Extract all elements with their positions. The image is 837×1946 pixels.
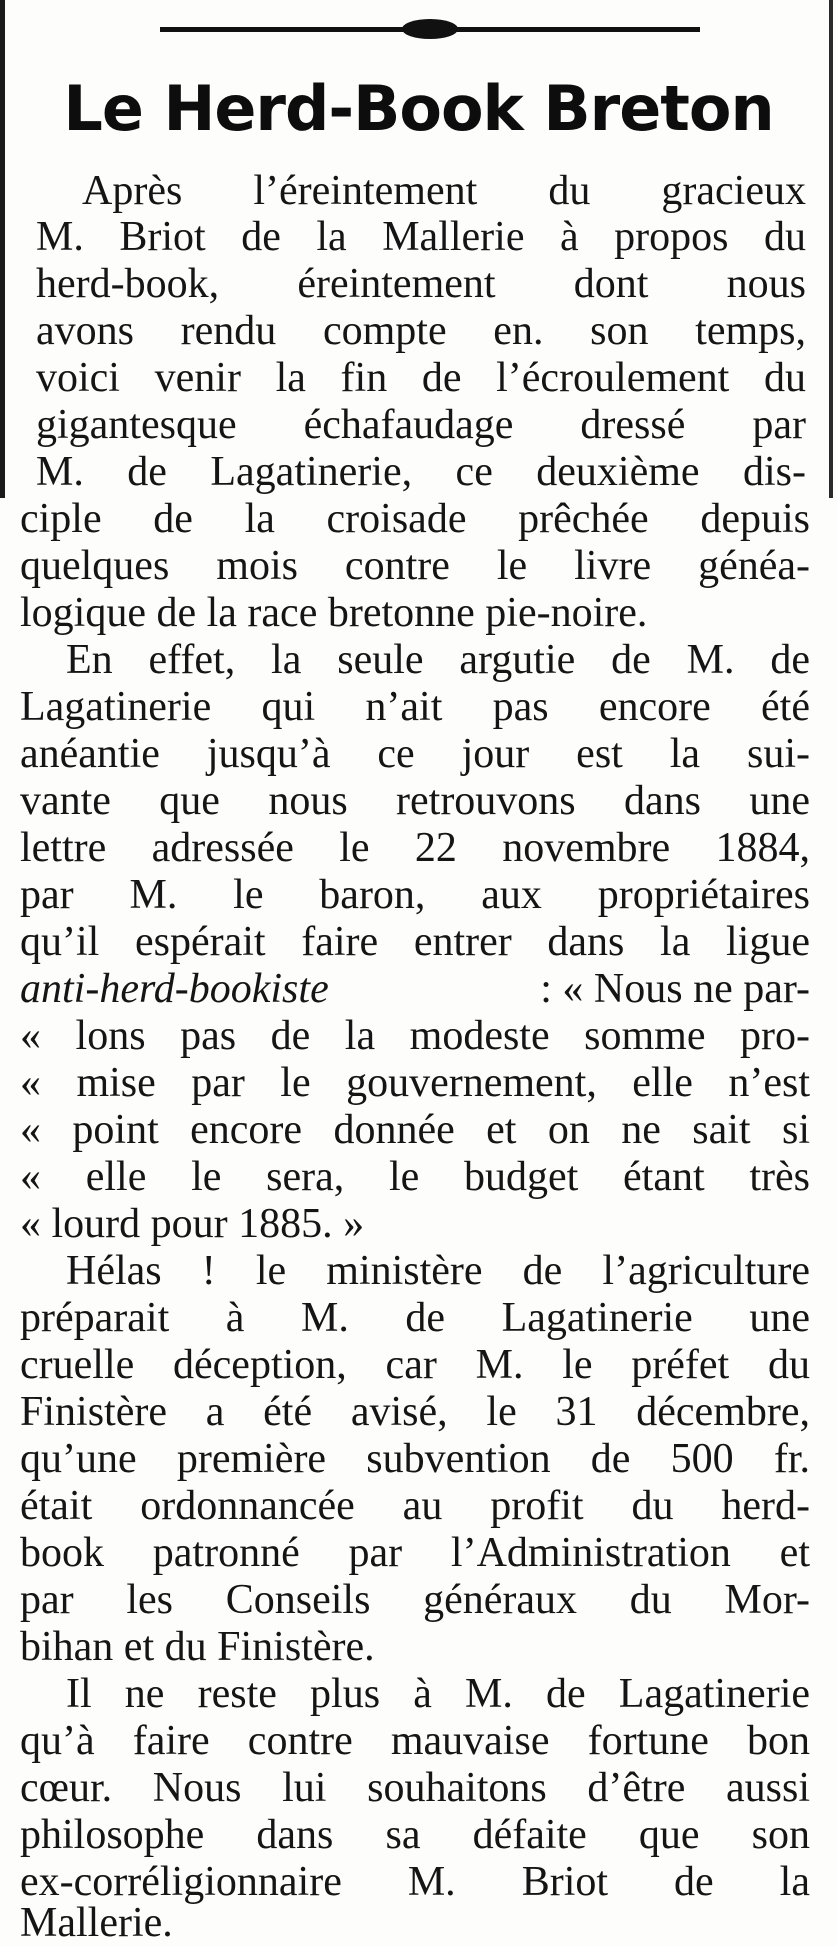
text-line: M. de Lagatinerie, ce deuxième dis- (36, 449, 806, 495)
text-line: avons rendu compte en. son temps, (36, 308, 806, 354)
text-line: cruelle déception, car M. le préfet du (20, 1342, 810, 1388)
text-line: quelques mois contre le livre généa- (20, 543, 810, 589)
text-line-italic (20, 966, 329, 1012)
text-line: « elle le sera, le budget étant très (20, 1154, 810, 1200)
text-line: cœur. Nous lui souhaitons d’être aussi (20, 1765, 810, 1811)
text-line: lettre adressée le 22 novembre 1884, (20, 825, 810, 871)
text-line: vante que nous retrouvons dans une (20, 778, 810, 824)
ornamental-separator (160, 18, 700, 40)
text-line: Lagatinerie qui n’ait pas encore été (20, 684, 810, 730)
text-line: : « Nous ne par- (540, 966, 810, 1012)
text-line: « point encore donnée et on ne sait si (20, 1107, 810, 1153)
text-line: Hélas ! le ministère de l’agriculture (66, 1248, 810, 1294)
text-line: herd-book, éreintement dont nous (36, 261, 806, 307)
text-line: ciple de la croisade prêchée depuis (20, 496, 810, 542)
text-line: Mallerie. (20, 1900, 173, 1946)
text-line: Finistère a été avisé, le 31 décembre, (20, 1389, 810, 1435)
text-line: préparait à M. de Lagatinerie une (20, 1295, 810, 1341)
text-line: gigantesque échafaudage dressé par (36, 402, 806, 448)
text-line: « lourd pour 1885. » (20, 1201, 365, 1247)
text-line: logique de la race bretonne pie-noire. (20, 590, 648, 636)
text-line: était ordonnancée au profit du herd- (20, 1483, 810, 1529)
text-line: En effet, la seule argutie de M. de (66, 637, 810, 683)
text-line: ex-corréligionnaire M. Briot de la (20, 1859, 810, 1905)
column-border-left (0, 0, 5, 498)
text-line: par les Conseils généraux du Mor- (20, 1577, 810, 1623)
text-line: « mise par le gouvernement, elle n’est (20, 1060, 810, 1106)
text-line: Après l’éreintement du gracieux (82, 168, 806, 214)
text-line: philosophe dans sa défaite que son (20, 1812, 810, 1858)
text-line: book patronné par l’Administration et (20, 1530, 810, 1576)
article-title: Le Herd-Book Breton (63, 72, 774, 145)
text-line: Il ne reste plus à M. de Lagatinerie (66, 1671, 810, 1717)
column-border-right (829, 0, 833, 498)
text-line: « lons pas de la modeste somme pro- (20, 1013, 810, 1059)
text-line: M. Briot de la Mallerie à propos du (36, 214, 806, 260)
text-line: par M. le baron, aux propriétaires (20, 872, 810, 918)
text-line: voici venir la fin de l’écroulement du (36, 355, 806, 401)
text-line: qu’à faire contre mauvaise fortune bon (20, 1718, 810, 1764)
text-line: qu’une première subvention de 500 fr. (20, 1436, 810, 1482)
italic-term: anti-herd-bookiste (20, 966, 329, 1012)
text-line: anéantie jusqu’à ce jour est la sui- (20, 731, 810, 777)
text-line: qu’il espérait faire entrer dans la ligue (20, 919, 810, 965)
text-line: bihan et du Finistère. (20, 1624, 375, 1670)
